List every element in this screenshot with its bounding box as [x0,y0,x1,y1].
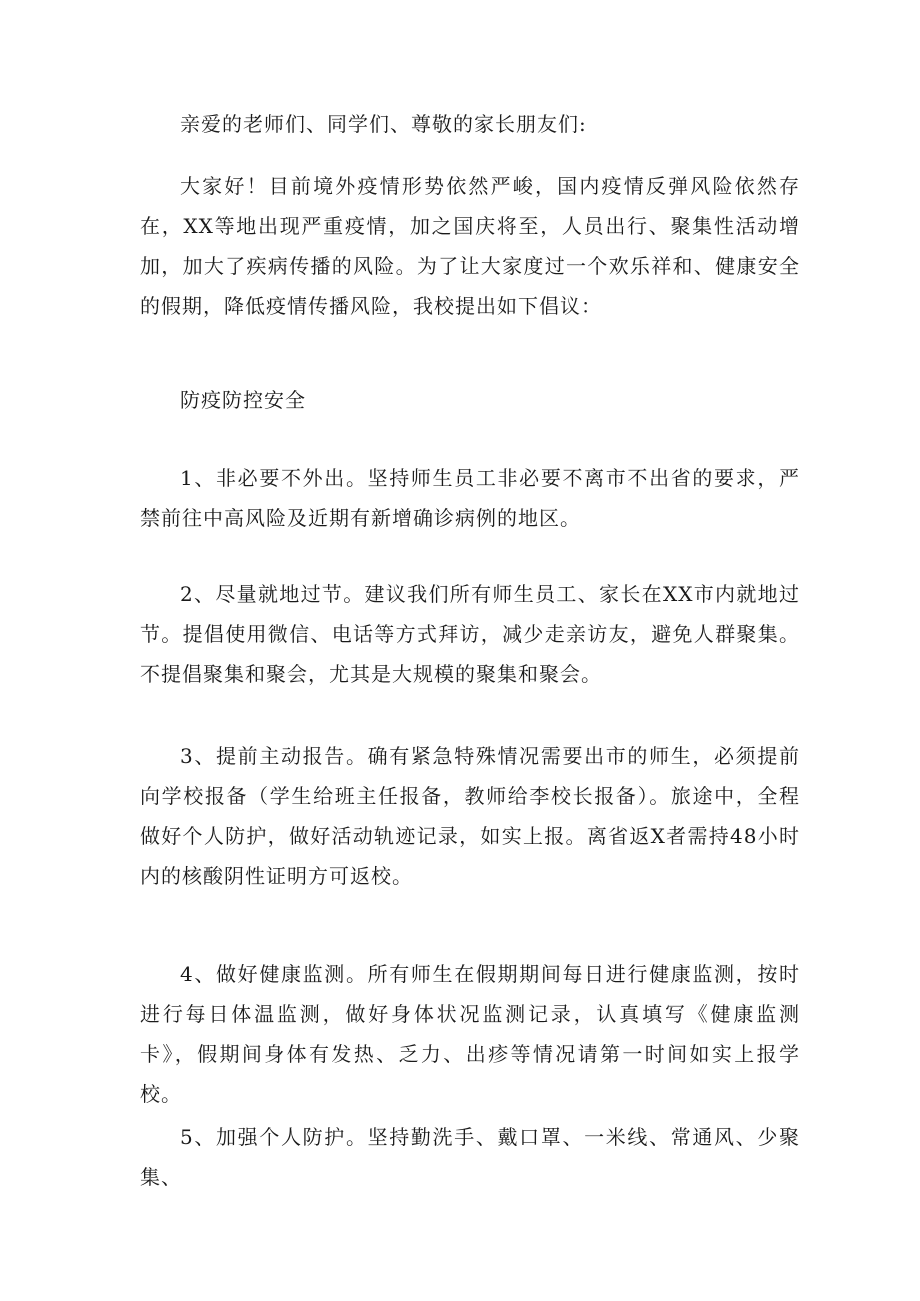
list-item: 5、加强个人防护。坚持勤洗手、戴口罩、一米线、常通风、少聚集、 [140,1125,800,1189]
list-item: 1、非必要不外出。坚持师生员工非必要不离市不出省的要求，严禁前往中高风险及近期有新增确诊病例的地区。 [140,466,800,530]
section-heading: 防疫防控安全 [180,388,306,412]
list-item: 4、做好健康监测。所有师生在假期期间每日进行健康监测，按时进行每日体温监测，做好身体状况监测记录，认真填写《健康监测卡》，假期间身体有发热、乏力、出疹等情况请第一时间如实上报学校。 [140,962,800,1106]
intro-paragraph: 大家好！目前境外疫情形势依然严峻，国内疫情反弹风险依然存在，XX等地出现严重疫情，加之国庆将至，人员出行、聚集性活动增加，加大了疾病传播的风险。为了让大家度过一个欢乐祥和、健康安全的假期，降低疫情传播风险，我校提出如下倡议： [140,174,800,318]
salutation: 亲爱的老师们、同学们、尊敬的家长朋友们: [180,112,587,136]
list-item: 3、提前主动报告。确有紧急特殊情况需要出市的师生，必须提前向学校报备（学生给班主任报备，教师给李校长报备）。旅途中，全程做好个人防护，做好活动轨迹记录，如实上报。离省返X者需持48小时内的核酸阴性证明方可返校。 [140,744,800,888]
list-item: 2、尽量就地过节。建议我们所有师生员工、家长在XX市内就地过节。提倡使用微信、电话等方式拜访，减少走亲访友，避免人群聚集。不提倡聚集和聚会，尤其是大规模的聚集和聚会。 [140,582,800,686]
